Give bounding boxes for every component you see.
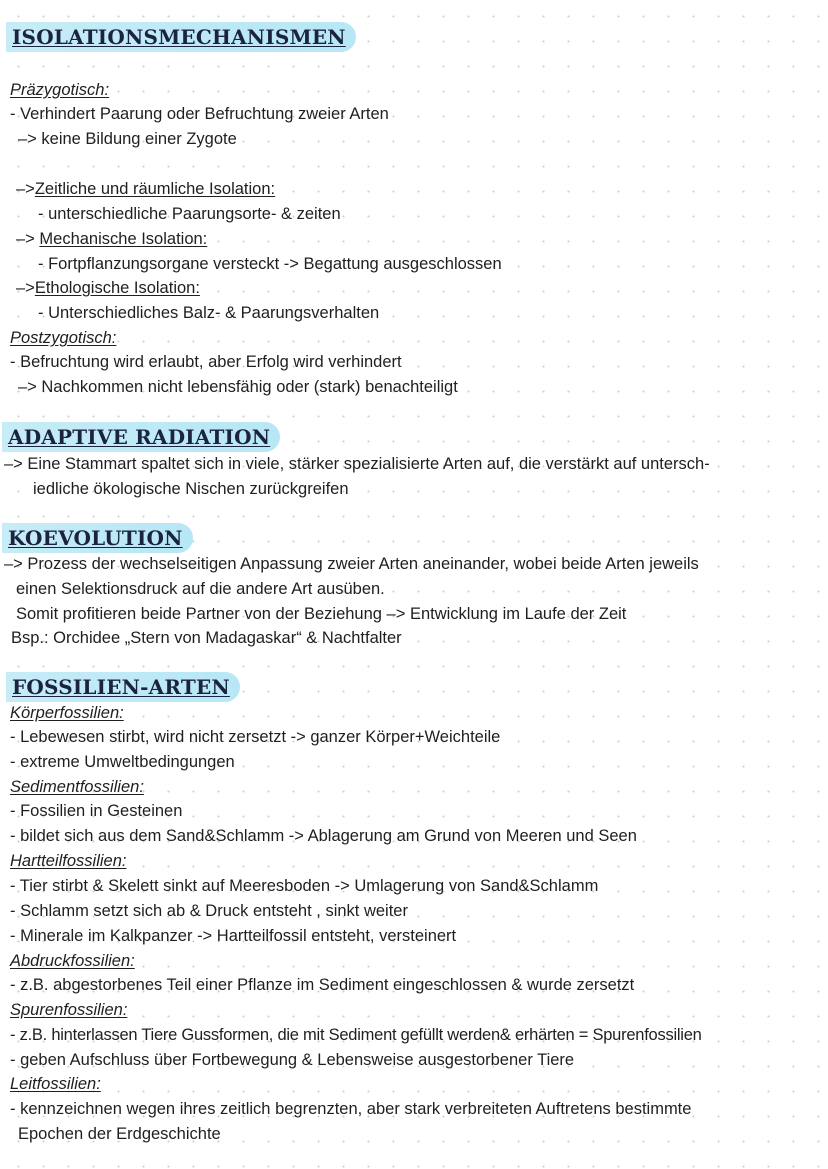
arrow-prefix: –> [16, 180, 35, 198]
adaptive-radiation-heading: ADAPTIVE RADIATION [2, 422, 280, 452]
postzygotic-label: Postzygotisch: [10, 329, 117, 347]
ethological-isolation-label: Ethologische Isolation: [34, 279, 200, 297]
temporal-isolation-desc: - unterschiedliche Paarungsorte- & zeiten [38, 205, 341, 223]
mechanical-isolation-desc: - Fortpflanzungsorgane versteckt -> Begattung ausgeschlossen [38, 255, 502, 273]
mechanical-isolation-row [16, 228, 207, 250]
body-fossils-label: Körperfossilien: [10, 704, 124, 722]
trace-fossils-line-2: - geben Aufschluss über Fortbewegung & Lebensweise ausgestorbener Tiere [10, 1051, 575, 1069]
hard-part-fossils-label: Hartteilfossilien: [10, 852, 127, 870]
index-fossils-line-1: - kennzeichnen wegen ihres zeitlich begrenzten, aber stark verbreiteten Auftretens bestimmte [10, 1100, 692, 1118]
hard-part-fossils-line-1: - Tier stirbt & Skelett sinkt auf Meeresboden -> Umlagerung von Sand&Schlamm [10, 877, 599, 895]
isolation-heading: ISOLATIONSMECHANISMEN [6, 22, 356, 52]
ethological-isolation-row [16, 277, 200, 299]
imprint-fossils-label: Abdruckfossilien: [10, 952, 135, 970]
prezygotic-line-1: - Verhindert Paarung oder Befruchtung zweier Arten [10, 105, 389, 123]
prezygotic-label: Präzygotisch: [10, 81, 110, 99]
temporal-isolation-row [16, 178, 275, 200]
fossils-heading: FOSSILIEN-ARTEN [6, 672, 240, 702]
arrow-prefix: –> [16, 230, 40, 248]
coevolution-line-3: Somit profitieren beide Partner von der Beziehung –> Entwicklung im Laufe der Zeit [16, 605, 627, 623]
sediment-fossils-label: Sedimentfossilien: [10, 778, 144, 796]
temporal-isolation-label: Zeitliche und räumliche Isolation: [34, 180, 276, 198]
index-fossils-label: Leitfossilien: [10, 1075, 101, 1093]
adaptive-line-2: iedliche ökologische Nischen zurückgreifen [33, 480, 349, 498]
trace-fossils-line-1: - z.B. hinterlassen Tiere Gussformen, die mit Sediment gefüllt werden& erhärten = Spurenfossilien [10, 1026, 702, 1044]
index-fossils-line-2: Epochen der Erdgeschichte [18, 1125, 221, 1143]
body-fossils-line-2: - extreme Umweltbedingungen [10, 753, 235, 771]
coevolution-line-1: –> Prozess der wechselseitigen Anpassung zweier Arten aneinander, wobei beide Arten jeweils [4, 555, 699, 573]
sediment-fossils-line-1: - Fossilien in Gesteinen [10, 802, 183, 820]
body-fossils-line-1: - Lebewesen stirbt, wird nicht zersetzt -> ganzer Körper+Weichteile [10, 728, 501, 746]
adaptive-line-1: –> Eine Stammart spaltet sich in viele, stärker spezialisierte Arten auf, die verstärkt auf untersch- [4, 455, 710, 473]
ethological-isolation-desc: - Unterschiedliches Balz- & Paarungsverhalten [38, 304, 380, 322]
arrow-prefix: –> [16, 279, 35, 297]
postzygotic-line-2: –> Nachkommen nicht lebensfähig oder (stark) benachteiligt [18, 378, 458, 396]
mechanical-isolation-label: Mechanische Isolation: [39, 230, 208, 248]
imprint-fossils-line-1: - z.B. abgestorbenes Teil einer Pflanze im Sediment eingeschlossen & wurde zersetzt [10, 976, 635, 994]
hard-part-fossils-line-2: - Schlamm setzt sich ab & Druck entsteht , sinkt weiter [10, 902, 408, 920]
coevolution-heading: KOEVOLUTION [2, 523, 193, 553]
hard-part-fossils-line-3: - Minerale im Kalkpanzer -> Hartteilfossil entsteht, versteinert [10, 927, 457, 945]
prezygotic-line-2: –> keine Bildung einer Zygote [18, 130, 237, 148]
coevolution-example: Bsp.: Orchidee „Stern von Madagaskar“ & Nachtfalter [11, 629, 402, 647]
trace-fossils-label: Spurenfossilien: [10, 1001, 128, 1019]
sediment-fossils-line-2: - bildet sich aus dem Sand&Schlamm -> Ablagerung am Grund von Meeren und Seen [10, 827, 637, 845]
postzygotic-line-1: - Befruchtung wird erlaubt, aber Erfolg wird verhindert [10, 353, 402, 371]
coevolution-line-2: einen Selektionsdruck auf die andere Art ausüben. [16, 580, 385, 598]
